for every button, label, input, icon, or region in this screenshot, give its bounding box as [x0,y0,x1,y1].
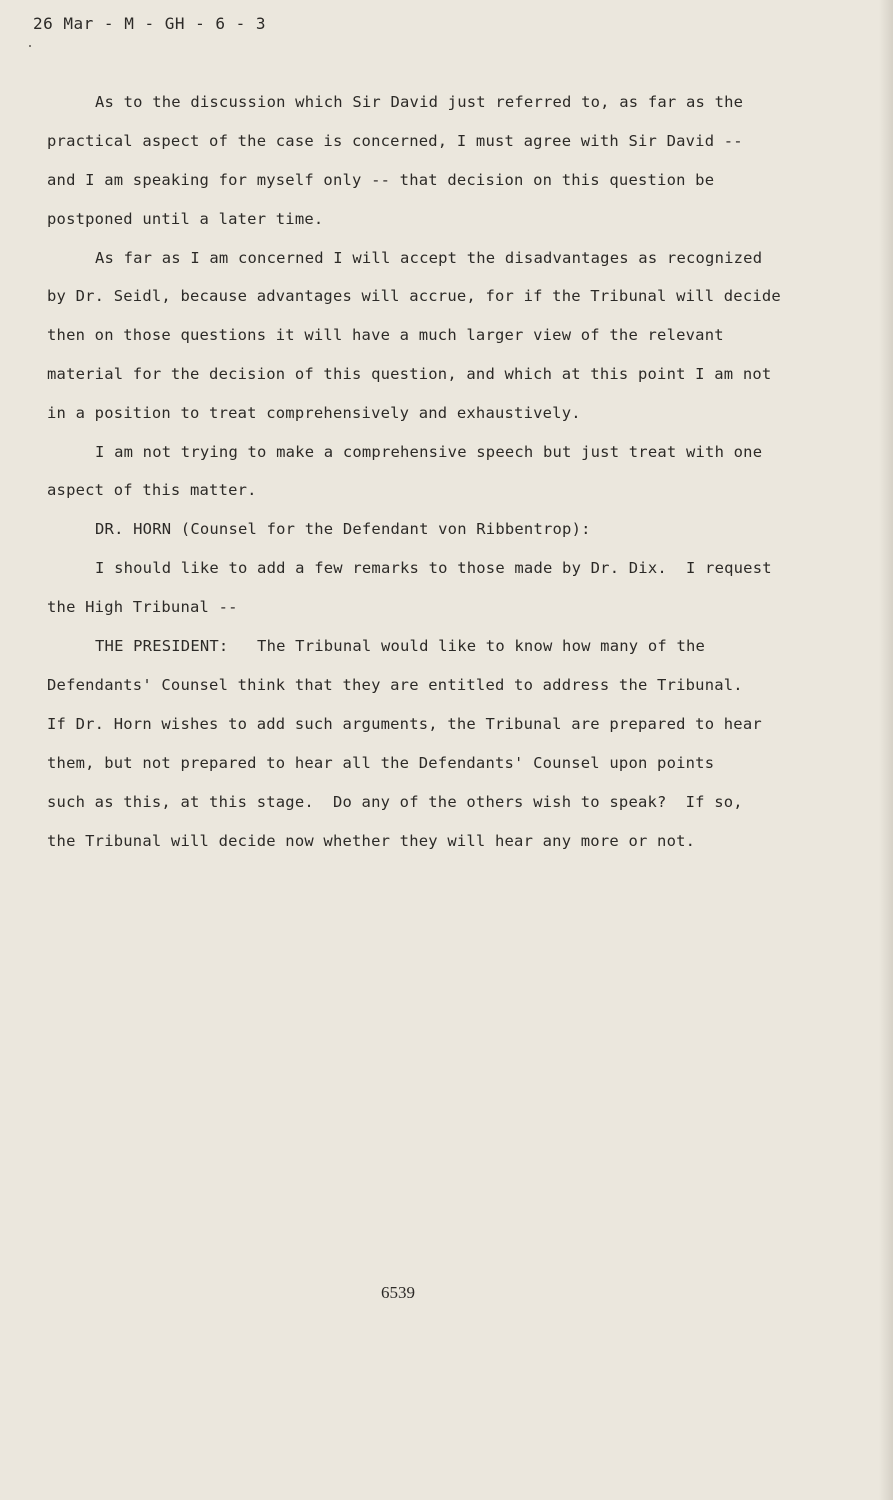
paragraph-line: such as this, at this stage. Do any of the others wish to speak? If so, [47,793,743,811]
paragraph-line: then on those questions it will have a much larger view of the relevant [47,326,724,344]
paragraph-line: and I am speaking for myself only -- that decision on this question be [47,171,715,189]
paragraph-line: the High Tribunal -- [47,598,238,616]
paragraph-line: postponed until a later time. [47,210,324,228]
paragraph-line: I am not trying to make a comprehensive speech but just treat with one [95,443,763,461]
paragraph-line: If Dr. Horn wishes to add such arguments, the Tribunal are prepared to hear [47,715,762,733]
page-number: 6539 [381,1283,415,1302]
paragraph-line: practical aspect of the case is concerned, I must agree with Sir David -- [47,132,743,150]
paragraph-line: As to the discussion which Sir David just referred to, as far as the [95,93,744,111]
paragraph-line: material for the decision of this question, and which at this point I am not [47,365,772,383]
paragraph-line: aspect of this matter. [47,481,257,499]
paragraph-line: them, but not prepared to hear all the Defendants' Counsel upon points [47,754,715,772]
speaker-line: THE PRESIDENT: The Tribunal would like to know how many of the [95,637,706,655]
paragraph-line: As far as I am concerned I will accept the disadvantages as recognized [95,249,763,267]
document-reference: 26 Mar - M - GH - 6 - 3 [33,14,267,33]
paragraph-line: Defendants' Counsel think that they are entitled to address the Tribunal. [47,676,743,694]
paragraph-line: the Tribunal will decide now whether they will hear any more or not. [47,832,696,850]
speaker-line: DR. HORN (Counsel for the Defendant von Ribbentrop): [95,520,591,538]
ink-speck [29,45,31,47]
paragraph-line: I should like to add a few remarks to those made by Dr. Dix. I request [95,559,772,577]
paragraph-line: in a position to treat comprehensively and exhaustively. [47,404,581,422]
paragraph-line: by Dr. Seidl, because advantages will accrue, for if the Tribunal will decide [47,287,781,305]
